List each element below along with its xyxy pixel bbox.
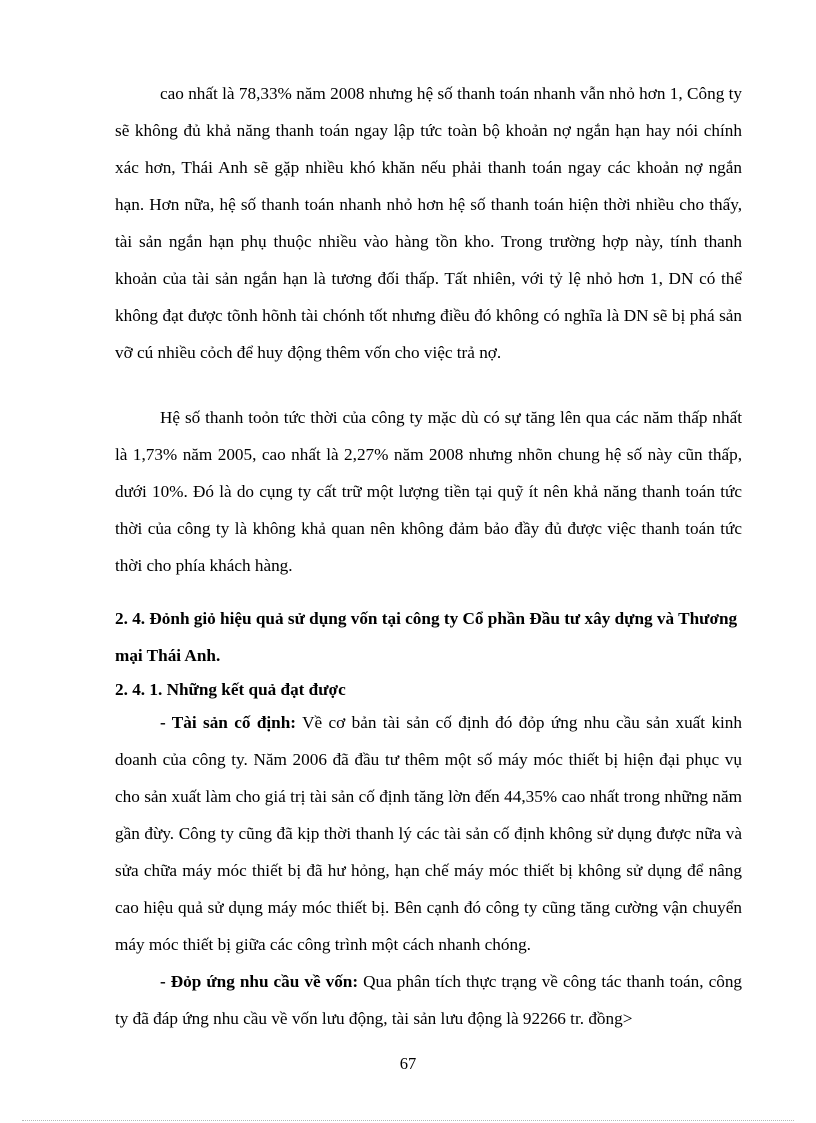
fixed-assets-lead: - Tài sản cố định: — [160, 713, 297, 732]
paragraph-fixed-assets — [115, 704, 742, 963]
capital-needs-text: Qua phân tích thực trạng về công tác thanh toán, công ty đã đáp ứng nhu cầu về vốn lưu động, tài sản lưu động là 92266 tr. đồng> — [115, 972, 743, 1028]
page-border-line — [22, 1120, 794, 1121]
paragraph-instant-ratio: Hệ số thanh toỏn tức thời của công ty mặc dù có sự tăng lên qua các năm thấp nhất là 1,73% năm 2005, cao nhất là 2,27% năm 2008 nhưng nhõn chung hệ số này cũn thấp, dưới 10%. Đó là do cụng ty cất trữ một lượng tiền tại quỹ ít nên khả năng thanh toán tức thời của công ty là không khả quan nên không đảm bảo đầy đủ được việc thanh toán tức thời cho phía khách hàng. — [115, 408, 742, 575]
section-heading-block — [115, 600, 742, 708]
section-heading: 2. 4. Đỏnh giỏ hiệu quả sử dụng vốn tại công ty Cổ phần Đầu tư xây dựng và Thương mại Thái Anh. — [115, 609, 738, 665]
capital-needs-lead: - Đỏp ứng nhu cầu về vốn: — [160, 972, 359, 991]
subsection-heading: 2. 4. 1. Những kết quả đạt được — [115, 680, 346, 699]
body-text-3 — [115, 704, 742, 1037]
body-text — [115, 75, 742, 371]
page-number: 67 — [399, 1054, 417, 1073]
fixed-assets-text: Về cơ bản tài sản cố định đó đỏp ứng nhu cầu sản xuất kinh doanh của công ty. Năm 2006 đã đầu tư thêm một số máy móc thiết bị hiện đại phục vụ cho sản xuất làm cho giá trị tài sản cố định tăng lờn đến 44,35% cao nhất trong những năm gần đừy. Công ty cũng đã kịp thời thanh lý các tài sản cố định không sử dụng được nữa và sửa chữa máy móc thiết bị đã hư hỏng, hạn chế máy móc thiết bị không sử dụng để nâng cao hiệu quả sử dụng máy móc thiết bị. Bên cạnh đó công ty cũng tăng cường vận chuyển máy móc thiết bị giữa các công trình một cách nhanh chóng. — [115, 713, 742, 954]
paragraph-quick-ratio: cao nhất là 78,33% năm 2008 nhưng hệ số thanh toán nhanh vẫn nhỏ hơn 1, Công ty sẽ không đủ khả năng thanh toán ngay lập tức toàn bộ khoản nợ ngắn hạn hay nói chính xác hơn, Thái Anh sẽ gặp nhiều khó khăn nếu phải thanh toán ngay các khoản nợ ngắn hạn. Hơn nữa, hệ số thanh toán nhanh nhỏ hơn hệ số thanh toán hiện thời nhiều cho thấy, tài sản ngắn hạn phụ thuộc nhiều vào hàng tồn kho. Trong trường hợp này, tính thanh khoản của tài sản ngắn hạn là tương đối thấp. Tất nhiên, với tỷ lệ nhỏ hơn 1, DN có thể không đạt được tõnh hõnh tài chónh tốt nhưng điều đó không có nghĩa là DN sẽ bị phá sản vỡ cú nhiều cỏch để huy động thêm vốn cho việc trả nợ. — [115, 84, 742, 362]
paragraph-capital-needs — [115, 963, 742, 1037]
body-text-2 — [115, 399, 742, 584]
